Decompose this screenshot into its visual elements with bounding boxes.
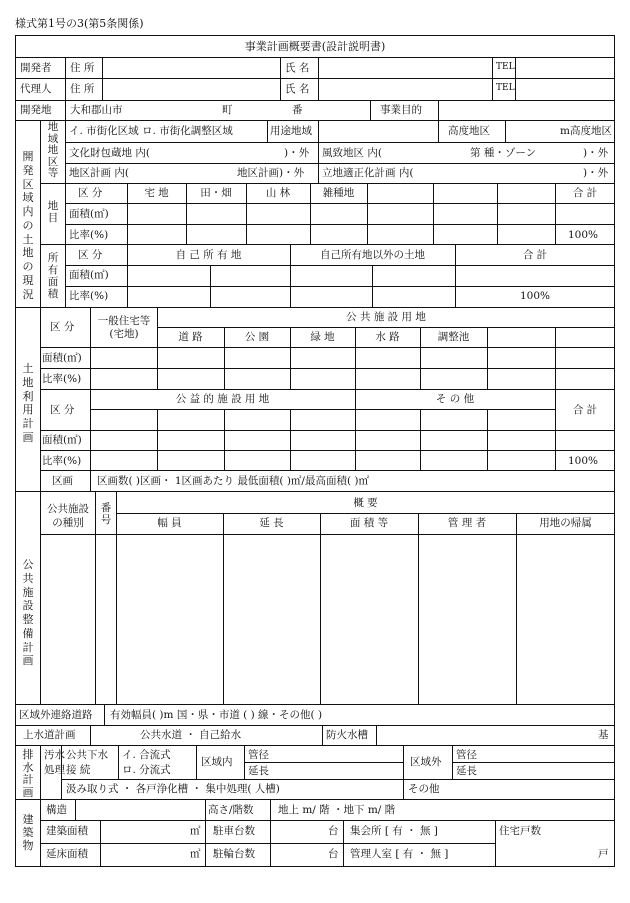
location-plan-out: )・外 xyxy=(583,167,609,179)
facility-col-4: 用地の帰属 xyxy=(539,517,592,529)
housing-label: 一般住宅等(宅地) xyxy=(97,315,151,341)
land-use-kubun-2: 区 分 xyxy=(50,404,75,416)
agent-tel-label: TEL xyxy=(496,83,515,93)
district-plan-label: 地区計画 内( xyxy=(69,167,129,179)
height-zone-label: 高度地区 xyxy=(448,125,490,137)
building-area-label: 建築面積 xyxy=(46,825,88,837)
public-sewer-label: 公共下水 xyxy=(66,749,108,761)
public-item-4: 調整池 xyxy=(437,331,470,343)
public-land-label: 公 共 施 設 用 地 xyxy=(346,311,426,323)
drainage-section-label: 排水計画 xyxy=(22,748,34,799)
form-title: 事業計画概要書(設計説明書) xyxy=(244,40,386,53)
chimoku-cat-0: 宅 地 xyxy=(144,187,169,199)
land-area-label-1: 面積(㎡) xyxy=(42,352,82,364)
site-city: 大和郡山市 xyxy=(70,104,123,116)
land-ratio-label-1: 比率(%) xyxy=(42,373,82,385)
owned-ratio-label: 比率(%) xyxy=(69,290,109,302)
building-section-label: 建築物 xyxy=(22,813,34,853)
chimoku-total: 合 計 xyxy=(572,187,598,199)
bike-label: 駐輪台数 xyxy=(213,848,255,860)
combined-label: イ. 合流式 xyxy=(122,749,171,761)
agent-label: 代理人 xyxy=(20,83,52,95)
facility-col-3: 管 理 者 xyxy=(447,517,487,529)
facility-land-label: 公 益 的 施 設 用 地 xyxy=(175,393,270,405)
inside-label: 区域内 xyxy=(201,756,233,768)
road-label: 区域外連絡道路 xyxy=(19,709,93,721)
public-item-2: 緑 地 xyxy=(310,331,335,343)
site-ban: 番 xyxy=(292,104,303,116)
fire-tank-label: 防火水槽 xyxy=(326,729,368,741)
cultural-out: )・外 xyxy=(284,147,310,159)
cultural-label: 文化財包蔵地 内( xyxy=(69,147,150,159)
facility-summary-label: 概 要 xyxy=(353,497,378,509)
agent-name-label: 氏 名 xyxy=(285,83,310,95)
sewage-label-2: 処理 xyxy=(44,764,65,776)
parking-unit: 台 xyxy=(328,825,339,837)
land-use-kubun: 区 分 xyxy=(50,321,75,333)
public-item-0: 道 路 xyxy=(178,331,203,343)
inside-length: 延長 xyxy=(248,765,269,777)
drainage-methods: 汲み取り式 ・ 各戸浄化槽 ・ 集中処理( 人槽) xyxy=(66,783,280,795)
m-height-label: m高度地区 xyxy=(560,125,612,137)
chimoku-kubun: 区 分 xyxy=(78,187,103,199)
developer-name-label: 氏 名 xyxy=(285,62,310,74)
facility-col-0: 幅 員 xyxy=(157,517,182,529)
scenic-out: )・外 xyxy=(583,147,609,159)
public-item-1: 公 園 xyxy=(244,331,270,343)
site-town: 町 xyxy=(222,104,233,116)
facility-col-2: 面 積 等 xyxy=(349,517,389,529)
agent-address-label: 住 所 xyxy=(70,83,95,95)
district-plan-close: 地区計画)・外 xyxy=(237,167,305,179)
separate-label: ロ. 分流式 xyxy=(122,764,171,776)
land-area-label-2: 面積(㎡) xyxy=(42,434,82,446)
land-use-section-label: 土地利用計画 xyxy=(22,362,34,444)
fire-tank-unit: 基 xyxy=(598,729,609,741)
land-total-label: 合 計 xyxy=(572,404,598,416)
parking-label: 駐車台数 xyxy=(213,825,255,837)
developer-tel-label: TEL xyxy=(496,62,515,72)
chimoku-ratio-label: 比率(%) xyxy=(69,229,109,241)
houses-label: 住宅戸数 xyxy=(499,825,541,837)
developer-address-label: 住 所 xyxy=(70,62,95,74)
manager-room-label: 管理人室 [ 有 ・ 無 ] xyxy=(350,848,449,860)
bike-unit: 台 xyxy=(328,848,339,860)
water-text: 公共水道 ・ 自己給水 xyxy=(140,729,242,741)
owned-area-label: 面積(㎡) xyxy=(69,269,109,281)
facility-number-label: 番号 xyxy=(100,502,112,527)
assembly-label: 集会所 [ 有 ・ 無 ] xyxy=(350,825,438,837)
chimoku-cat-1: 田・畑 xyxy=(200,187,232,199)
facility-kind-label: 公共施設の種別 xyxy=(47,503,89,529)
public-facility-section-label: 公共施設整備計画 xyxy=(22,558,34,668)
chimoku-ratio-total: 100% xyxy=(568,229,599,241)
inside-diameter: 管径 xyxy=(248,749,269,761)
scenic-kind: 第 種・ゾーン xyxy=(470,147,537,159)
floor-area-unit: ㎡ xyxy=(190,848,201,860)
chimoku-cat-3: 雑種地 xyxy=(322,187,355,199)
developer-label: 開発者 xyxy=(20,62,52,74)
chimoku-cat-2: 山 林 xyxy=(265,187,291,199)
facility-col-1: 延 長 xyxy=(259,517,284,529)
land-ratio-label-2: 比率(%) xyxy=(42,455,82,467)
scenic-label: 風致地区 内( xyxy=(322,147,382,159)
site-label: 開発地 xyxy=(20,104,52,116)
owned-kubun: 区 分 xyxy=(78,249,103,261)
owned-other: 自己所有地以外の土地 xyxy=(320,249,425,261)
outside-label: 区域外 xyxy=(410,756,442,768)
purpose-label: 事業目的 xyxy=(380,104,422,116)
dev-area-section-label: 開発区域内の土地の現況 xyxy=(22,150,34,301)
outside-diameter: 管径 xyxy=(456,749,477,761)
owned-label: 所有面積 xyxy=(47,252,59,301)
kukaku-text: 区画数( )区画・ 1区画あたり 最低面積( )㎡/最高面積( )㎡ xyxy=(97,475,369,487)
chimoku-label: 地目 xyxy=(47,200,59,225)
building-area-unit: ㎡ xyxy=(190,825,201,837)
other-land-label: そ の 他 xyxy=(435,393,475,405)
land-ratio-total: 100% xyxy=(568,455,599,467)
zone-label: 地域地区等 xyxy=(47,121,59,180)
owned-self: 自 己 所 有 地 xyxy=(175,249,242,261)
zone-line1: イ. 市街化区域 ロ. 市街化調整区域 xyxy=(69,125,233,137)
road-text: 有効幅員( )m 国・県・市道 ( ) 線・その他( ) xyxy=(110,709,323,721)
public-item-3: 水 路 xyxy=(375,331,400,343)
owned-total: 合 計 xyxy=(522,249,548,261)
connect-label: 接 続 xyxy=(66,764,91,776)
height-label: 高さ/階数 xyxy=(208,804,254,816)
owned-ratio-total: 100% xyxy=(520,290,551,302)
drainage-other: その他 xyxy=(408,783,440,795)
kukaku-label: 区画 xyxy=(52,475,73,487)
structure-label: 構造 xyxy=(46,804,67,816)
floors-text: 地上 m/ 階 ・地下 m/ 階 xyxy=(278,804,396,816)
location-plan-label: 立地適正化計画 内( xyxy=(322,167,414,179)
sewage-label: 汚水 xyxy=(44,749,65,761)
water-label: 上水道計画 xyxy=(23,729,76,741)
chimoku-area-label: 面積(㎡) xyxy=(69,208,109,220)
form-number: 様式第1号の3(第5条関係) xyxy=(15,17,144,30)
floor-area-label: 延床面積 xyxy=(46,848,88,860)
use-zone-label: 用途地域 xyxy=(270,125,312,137)
houses-unit: 戸 xyxy=(598,848,609,860)
outside-length: 延長 xyxy=(456,765,477,777)
